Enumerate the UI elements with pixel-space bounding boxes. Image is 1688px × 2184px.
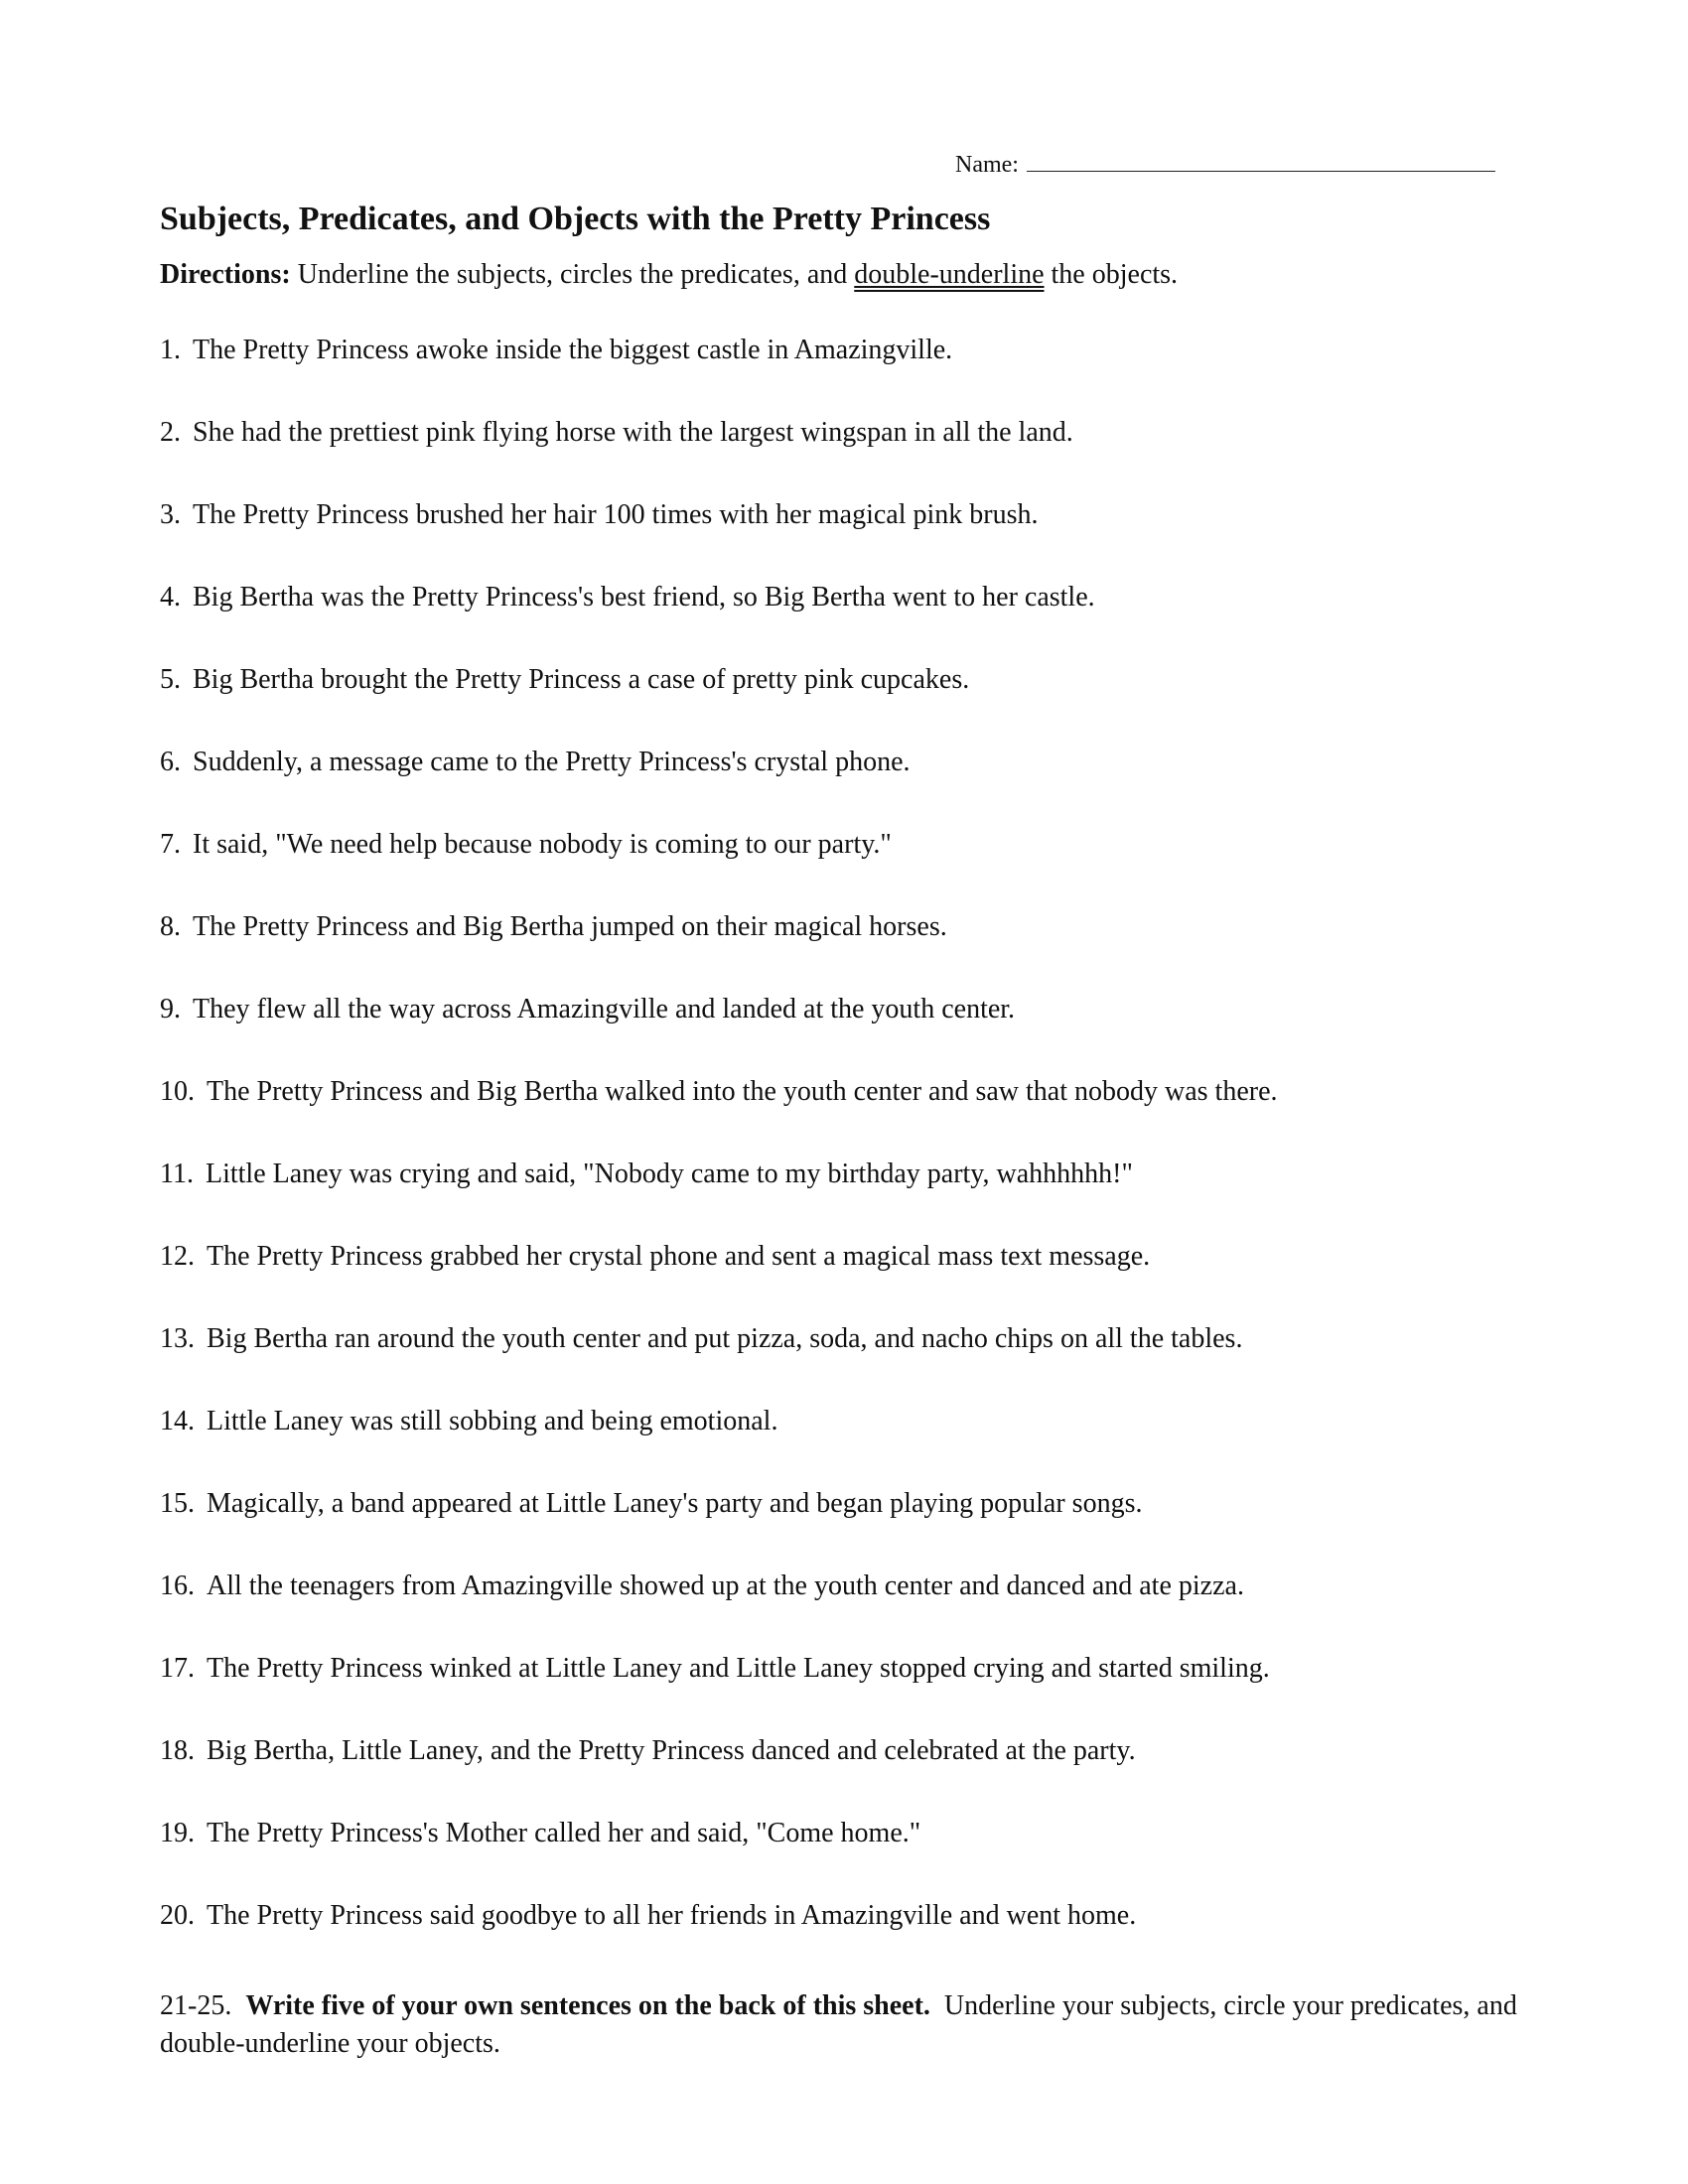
- sentence-text: The Pretty Princess awoke inside the biggest castle in Amazingville.: [193, 335, 953, 365]
- sentence-item: [160, 661, 1570, 744]
- sentence-text: Little Laney was crying and said, "Nobody came to my birthday party, wahhhhhh!": [205, 1159, 1133, 1189]
- sentence-item: [160, 744, 1570, 826]
- sentence-number: 8.: [160, 911, 181, 942]
- sentence-text: Big Bertha brought the Pretty Princess a case of pretty pink cupcakes.: [193, 664, 970, 695]
- sentence-item: [160, 991, 1570, 1073]
- directions: [160, 256, 1178, 294]
- sentence-item: [160, 1897, 1570, 1979]
- sentence-text: Suddenly, a message came to the Pretty Princess's crystal phone.: [193, 747, 911, 777]
- sentence-number: 14.: [160, 1406, 195, 1436]
- sentence-text: Big Bertha ran around the youth center and put pizza, soda, and nacho chips on all the tables.: [207, 1323, 1243, 1354]
- sentence-number: 1.: [160, 335, 181, 365]
- sentence-number: 5.: [160, 664, 181, 695]
- extra-rest-text: Underline your subjects, circle your predicates, and double-underline your objects.: [160, 1990, 1517, 2059]
- sentence-number: 19.: [160, 1818, 195, 1848]
- sentence-number: 7.: [160, 829, 181, 860]
- sentence-item: [160, 908, 1570, 991]
- name-field: [955, 149, 1495, 181]
- sentence-item: [160, 1403, 1570, 1485]
- sentence-item: [160, 579, 1570, 661]
- sentence-number: 20.: [160, 1900, 195, 1931]
- sentence-item: [160, 1485, 1570, 1568]
- sentence-number: 4.: [160, 582, 181, 613]
- sentence-number: 11.: [160, 1159, 194, 1189]
- worksheet-title: Subjects, Predicates, and Objects with the Pretty Princess: [160, 201, 991, 237]
- sentence-item: [160, 1650, 1570, 1732]
- directions-text-before: Underline the subjects, circles the predicates, and: [290, 259, 855, 290]
- sentence-item: [160, 1238, 1570, 1320]
- sentence-item: [160, 1732, 1570, 1815]
- directions-label: Directions:: [160, 259, 291, 290]
- sentence-text: The Pretty Princess grabbed her crystal phone and sent a magical mass text message.: [207, 1241, 1151, 1272]
- sentence-text: They flew all the way across Amazingville and landed at the youth center.: [193, 994, 1016, 1024]
- sentence-item: [160, 332, 1570, 414]
- sentence-text: Big Bertha, Little Laney, and the Pretty Princess danced and celebrated at the party.: [207, 1735, 1136, 1766]
- sentence-item: [160, 1073, 1570, 1156]
- extra-range: 21-25.: [160, 1990, 232, 2021]
- sentence-number: 18.: [160, 1735, 195, 1766]
- sentence-item: [160, 826, 1570, 908]
- directions-text-after: the objects.: [1044, 259, 1179, 290]
- sentence-item: [160, 414, 1570, 496]
- sentence-number: 10.: [160, 1076, 195, 1107]
- sentence-text: The Pretty Princess and Big Bertha jumped on their magical horses.: [193, 911, 947, 942]
- sentence-number: 2.: [160, 417, 181, 448]
- sentence-number: 9.: [160, 994, 181, 1024]
- sentence-number: 6.: [160, 747, 181, 777]
- extra-bold-text: Write five of your own sentences on the back of this sheet.: [245, 1990, 930, 2021]
- name-blank-line[interactable]: [1027, 149, 1495, 172]
- sentence-text: The Pretty Princess and Big Bertha walked into the youth center and saw that nobody was there.: [207, 1076, 1278, 1107]
- sentence-number: 13.: [160, 1323, 195, 1354]
- directions-double-underline-word: double-underline: [854, 259, 1045, 290]
- sentence-text: The Pretty Princess winked at Little Laney and Little Laney stopped crying and started smiling.: [207, 1653, 1270, 1684]
- extra-instructions: [160, 1987, 1550, 2063]
- sentence-item: [160, 496, 1570, 579]
- sentence-text: The Pretty Princess's Mother called her and said, "Come home.": [207, 1818, 921, 1848]
- sentence-number: 3.: [160, 499, 181, 530]
- sentence-list: [160, 332, 1570, 1979]
- sentence-text: Little Laney was still sobbing and being emotional.: [207, 1406, 778, 1436]
- sentence-text: All the teenagers from Amazingville showed up at the youth center and danced and ate pizza.: [207, 1570, 1244, 1601]
- sentence-item: [160, 1568, 1570, 1650]
- sentence-number: 16.: [160, 1570, 195, 1601]
- sentence-item: [160, 1320, 1570, 1403]
- name-label: Name:: [955, 152, 1019, 178]
- sentence-text: It said, "We need help because nobody is coming to our party.": [193, 829, 892, 860]
- sentence-number: 17.: [160, 1653, 195, 1684]
- sentence-number: 12.: [160, 1241, 195, 1272]
- sentence-text: The Pretty Princess brushed her hair 100 times with her magical pink brush.: [193, 499, 1039, 530]
- sentence-text: Magically, a band appeared at Little Laney's party and began playing popular songs.: [207, 1488, 1143, 1519]
- sentence-item: [160, 1156, 1570, 1238]
- sentence-number: 15.: [160, 1488, 195, 1519]
- sentence-text: She had the prettiest pink flying horse with the largest wingspan in all the land.: [193, 417, 1073, 448]
- sentence-item: [160, 1815, 1570, 1897]
- sentence-text: Big Bertha was the Pretty Princess's best friend, so Big Bertha went to her castle.: [193, 582, 1095, 613]
- sentence-text: The Pretty Princess said goodbye to all her friends in Amazingville and went home.: [207, 1900, 1137, 1931]
